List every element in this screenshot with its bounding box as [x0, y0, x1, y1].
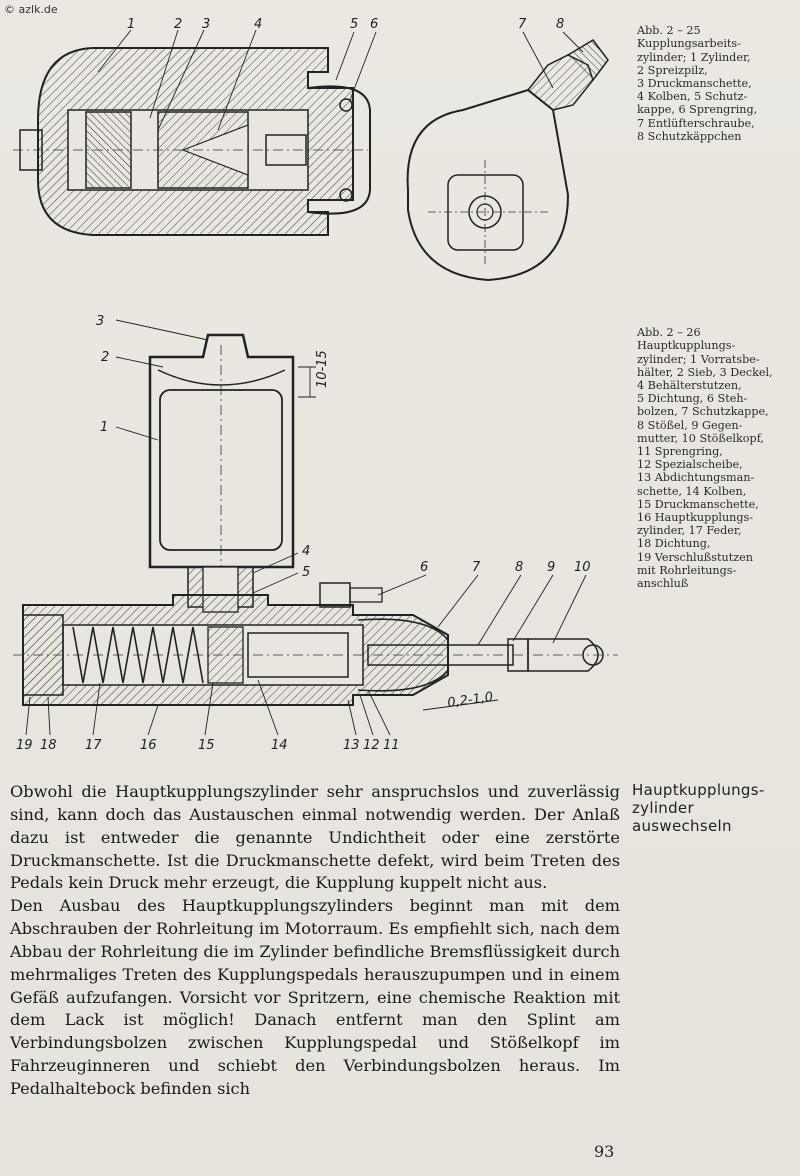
dim-top-label: 10-15 — [315, 350, 330, 388]
fig2-label: 6 — [420, 560, 429, 575]
figure1-caption-body: Kupplungsarbeits- zylinder; 1 Zylinder, 2 Spreizpilz, 3 Druckmanschette, 4 Kolben, 5 Schutz- kappe, 6 Sprengring, 7 Entlüfterschraube, 8 Schutzkäppchen — [637, 37, 758, 143]
figure-slave-cylinder — [8, 10, 628, 300]
fig1-label: 6 — [370, 17, 379, 32]
fig2-label: 16 — [140, 738, 157, 753]
fig2-label: 18 — [40, 738, 57, 753]
fig1-label: 2 — [174, 17, 183, 32]
figure-master-cylinder — [8, 305, 628, 770]
fig2-label: 13 — [343, 738, 360, 753]
dim-bottom-label: 0,2-1,0 — [446, 689, 495, 711]
figure2-caption-title: Abb. 2 – 26 — [637, 326, 701, 340]
fig2-label: 3 — [96, 314, 105, 329]
fig1-label: 7 — [518, 17, 527, 32]
fig2-label: 12 — [363, 738, 380, 753]
fig2-label: 8 — [515, 560, 524, 575]
fig2-label: 9 — [547, 560, 556, 575]
fig1-label: 3 — [202, 17, 211, 32]
fig2-label: 17 — [85, 738, 102, 753]
figure2-caption — [637, 313, 797, 590]
figure1-caption — [637, 11, 797, 143]
fig2-label: 2 — [101, 350, 110, 365]
fig2-label: 11 — [383, 738, 400, 753]
paragraph: Obwohl die Hauptkupplungszylinder sehr anspruchslos und zuverlässig sind, kann doch das Austauschen einmal notwendig werden. Der Anlaß dazu ist entweder die genannte Undichtheit oder eine zerstörte Druckmanschette. Ist die Druckmanschette defekt, wird beim Treten des Pedals kein Druck mehr erzeugt, die Kupplung kuppelt nicht aus. — [10, 782, 620, 893]
watermark: © azlk.de — [4, 3, 58, 16]
slave-cylinder-drawing — [8, 10, 628, 300]
fig2-label: 1 — [100, 420, 109, 435]
fig1-label: 5 — [350, 17, 359, 32]
fig2-label: 10 — [574, 560, 591, 575]
page-number: 93 — [594, 1142, 615, 1161]
body-text — [10, 781, 620, 1101]
figure2-caption-body: Hauptkupplungs- zylinder; 1 Vorratsbe- hälter, 2 Sieb, 3 Deckel, 4 Behälterstutzen, 5 Dichtung, 6 Steh- bolzen, 7 Schutzkappe, 8 Stößel, 9 Gegen- mutter, 10 Stößelkopf, 11 Sprengring, 12 Spezialscheibe, 13 Abdichtungsman- schette, 14 Kolben, 15 Druckmanschette, 16 Hauptkupplungs- zylinder, 17 Feder, 18 Dichtung, 19 Verschlußstutzen mit Rohrleitungs- anschluß — [637, 339, 773, 591]
master-cylinder-drawing — [8, 305, 628, 770]
fig1-label: 8 — [556, 17, 565, 32]
fig1-label: 4 — [254, 17, 263, 32]
figure1-caption-title: Abb. 2 – 25 — [637, 24, 701, 38]
fig2-label: 14 — [271, 738, 288, 753]
figure1-labels — [127, 17, 564, 32]
fig2-label: 19 — [16, 738, 33, 753]
fig2-label: 7 — [472, 560, 481, 575]
side-heading: Hauptkupplungs- zylinder auswechseln — [632, 781, 765, 835]
fig2-label: 15 — [198, 738, 215, 753]
fig2-label: 5 — [302, 565, 311, 580]
fig2-label: 4 — [302, 544, 311, 559]
fig1-label: 1 — [127, 17, 136, 32]
paragraph: Den Ausbau des Hauptkupplungszylinders beginnt man mit dem Abschrauben der Rohrleitung im Motorraum. Es empfiehlt sich, nach dem Abbau der Rohrleitung die im Zylinder befindliche Bremsflüssigkeit durch mehrmaliges Treten des Kupplungspedals herauszupumpen und in einem Gefäß aufzufangen. Vorsicht vor Spritzern, eine chemische Reaktion mit dem Lack ist möglich! Danach entfernt man den Splint am Verbindungsbolzen zwischen Kupplungspedal und Stößelkopf im Fahrzeuginneren und schiebt den Verbindungsbolzen heraus. Im Pedalhaltebock befinden sich — [10, 896, 620, 1098]
